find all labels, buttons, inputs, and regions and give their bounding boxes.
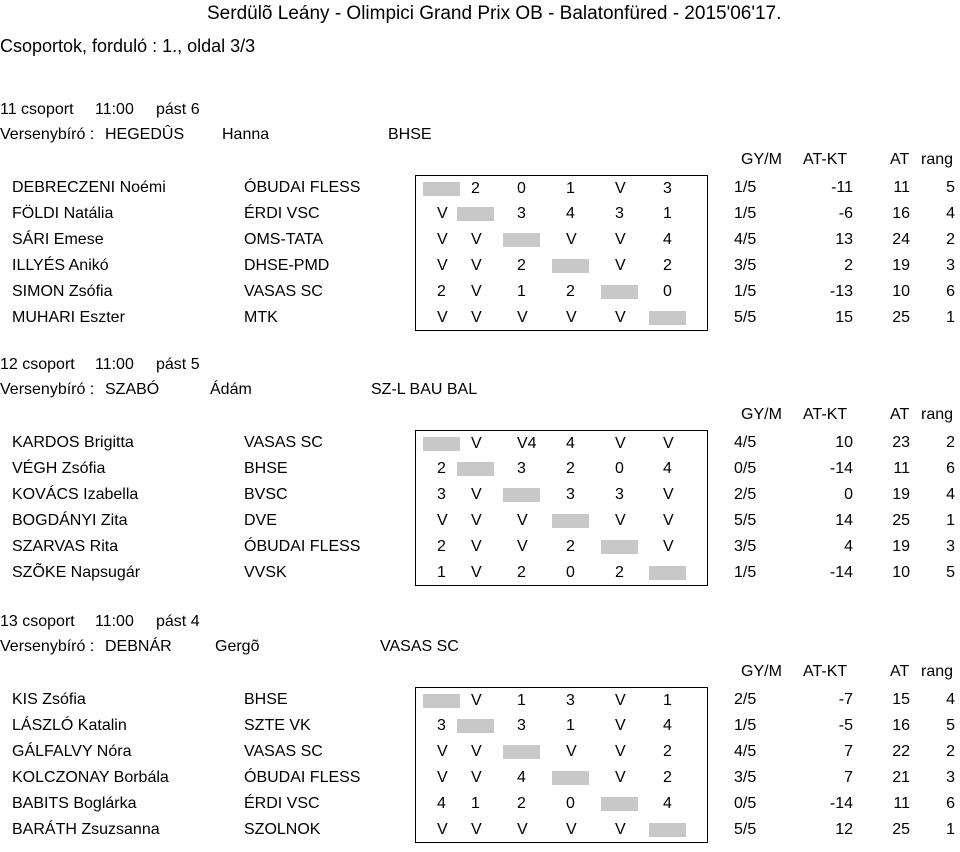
- referee-label: Versenybíró :: [0, 638, 95, 655]
- bout-result: 2: [437, 283, 446, 300]
- referee-first-name: Hanna: [222, 126, 270, 143]
- self-bout-cell: [503, 488, 540, 502]
- fencer-atkt: -13: [829, 283, 853, 300]
- bout-result: 0: [517, 180, 526, 197]
- fencer-name: MUHARI Eszter: [12, 309, 125, 326]
- bout-result: 3: [437, 717, 446, 734]
- bout-results: [415, 227, 708, 253]
- fencer-name: LÁSZLÓ Katalin: [12, 717, 127, 734]
- referee-club: BHSE: [388, 126, 432, 143]
- fencer-row: [0, 534, 960, 560]
- self-bout-cell: [503, 745, 540, 759]
- referee-label: Versenybíró :: [0, 381, 95, 398]
- bout-results: [415, 560, 708, 586]
- fencer-at: 25: [892, 512, 910, 529]
- fencer-atkt: -7: [838, 691, 853, 708]
- fencer-at: 24: [892, 231, 910, 248]
- bout-result: 1: [566, 717, 575, 734]
- bout-result: V: [471, 486, 482, 503]
- self-bout-cell: [457, 207, 494, 221]
- bout-results: [415, 508, 708, 534]
- bout-result: V: [566, 309, 577, 326]
- self-bout-cell: [649, 311, 686, 325]
- fencer-name: BOGDÁNYI Zita: [12, 512, 128, 529]
- self-bout-cell: [503, 233, 540, 247]
- fencer-club: DVE: [244, 512, 277, 529]
- fencer-rank: 3: [946, 257, 955, 274]
- fencer-name: SZARVAS Rita: [12, 538, 119, 555]
- self-bout-cell: [423, 694, 460, 708]
- fencer-rank: 6: [946, 795, 955, 812]
- bout-result: V: [615, 180, 626, 197]
- bout-results: [415, 817, 708, 843]
- bout-result: 0: [663, 283, 672, 300]
- fencer-at: 23: [892, 434, 910, 451]
- fencer-row: [0, 456, 960, 482]
- bout-results: [415, 430, 708, 456]
- bout-result: V: [615, 257, 626, 274]
- bout-result: V: [517, 821, 528, 838]
- fencer-rank: 6: [946, 460, 955, 477]
- fencer-at: 11: [893, 460, 910, 477]
- fencer-name: ILLYÉS Anikó: [12, 257, 109, 274]
- bout-result: V: [437, 821, 448, 838]
- bout-results: [415, 739, 708, 765]
- fencer-row: [0, 791, 960, 817]
- bout-result: 3: [615, 205, 624, 222]
- group-piste: pást 5: [156, 356, 200, 373]
- bout-result: 2: [663, 769, 672, 786]
- fencer-rank: 6: [946, 283, 955, 300]
- bout-results: [415, 713, 708, 739]
- fencer-atkt: 2: [844, 257, 853, 274]
- fencer-atkt: 7: [844, 769, 853, 786]
- fencer-atkt: -5: [838, 717, 853, 734]
- group-name: 13 csoport: [0, 613, 75, 630]
- fencer-rank: 2: [946, 743, 955, 760]
- column-header-atkt: AT-KT: [803, 406, 848, 423]
- fencer-rank: 4: [946, 691, 955, 708]
- bout-result: V: [615, 309, 626, 326]
- bout-result: V: [615, 717, 626, 734]
- fencer-atkt: -11: [831, 179, 853, 196]
- bout-results: [415, 175, 708, 201]
- bout-result: 1: [517, 283, 526, 300]
- bout-result: V: [471, 692, 482, 709]
- bout-result: 1: [566, 180, 575, 197]
- bout-result: V: [517, 512, 528, 529]
- bout-result: V: [615, 435, 626, 452]
- bout-result: 1: [663, 205, 672, 222]
- fencer-name: SZÕKE Napsugár: [12, 564, 141, 581]
- self-bout-cell: [649, 566, 686, 580]
- referee-label: Versenybíró :: [0, 126, 95, 143]
- fencer-gym: 5/5: [734, 821, 757, 838]
- bout-result: 2: [663, 257, 672, 274]
- fencer-gym: 3/5: [734, 538, 757, 555]
- fencer-at: 21: [892, 769, 910, 786]
- fencer-row: [0, 739, 960, 765]
- fencer-at: 19: [892, 486, 910, 503]
- bout-result: V: [615, 512, 626, 529]
- fencer-club: MTK: [244, 309, 278, 326]
- fencer-atkt: -6: [838, 205, 853, 222]
- fencer-name: FÖLDI Natália: [12, 205, 114, 222]
- fencer-at: 10: [892, 564, 910, 581]
- bout-result: 4: [663, 795, 672, 812]
- bout-results: [415, 253, 708, 279]
- self-bout-cell: [457, 462, 494, 476]
- fencer-club: DHSE-PMD: [244, 257, 330, 274]
- bout-result: 0: [615, 460, 624, 477]
- bout-result: V: [471, 231, 482, 248]
- bout-result: 3: [663, 180, 672, 197]
- fencer-club: OMS-TATA: [244, 231, 324, 248]
- column-header-rank: rang: [921, 406, 954, 423]
- bout-results: [415, 482, 708, 508]
- bout-result: V: [517, 538, 528, 555]
- fencer-gym: 1/5: [734, 205, 757, 222]
- referee-club: SZ-L BAU BAL: [371, 381, 478, 398]
- bout-result: V: [663, 512, 674, 529]
- fencer-gym: 1/5: [734, 283, 757, 300]
- bout-result: V: [437, 205, 448, 222]
- fencer-at: 22: [892, 743, 910, 760]
- fencer-row: [0, 508, 960, 534]
- page-subtitle: Csoportok, forduló : 1., oldal 3/3: [0, 36, 256, 56]
- group-time: 11:00: [95, 101, 134, 118]
- fencer-club: VASAS SC: [244, 434, 323, 451]
- bout-result: 1: [517, 692, 526, 709]
- fencer-name: BABITS Boglárka: [12, 795, 137, 812]
- fencer-at: 19: [892, 257, 910, 274]
- fencer-gym: 5/5: [734, 309, 757, 326]
- bout-result: 0: [566, 795, 575, 812]
- fencer-at: 11: [893, 795, 910, 812]
- bout-result: V: [471, 564, 482, 581]
- fencer-rank: 2: [946, 434, 955, 451]
- bout-results: [415, 201, 708, 227]
- fencer-name: SIMON Zsófia: [12, 283, 113, 300]
- pool-group: [0, 100, 960, 340]
- pool-group: [0, 612, 960, 852]
- bout-result: 2: [517, 257, 526, 274]
- fencer-rank: 1: [946, 309, 955, 326]
- bout-result: 3: [517, 460, 526, 477]
- pool-group: [0, 355, 960, 595]
- column-header-gym: GY/M: [741, 406, 782, 423]
- self-bout-cell: [601, 797, 638, 811]
- column-header-at: AT: [890, 151, 910, 168]
- referee-club: VASAS SC: [380, 638, 459, 655]
- bout-result: 3: [517, 205, 526, 222]
- column-header-gym: GY/M: [741, 663, 782, 680]
- fencer-rank: 1: [946, 512, 955, 529]
- bout-result: V: [566, 743, 577, 760]
- referee-last-name: DEBNÁR: [105, 638, 172, 655]
- column-header-atkt: AT-KT: [803, 151, 848, 168]
- fencer-gym: 3/5: [734, 769, 757, 786]
- bout-result: V: [471, 769, 482, 786]
- column-header-at: AT: [890, 663, 910, 680]
- fencer-row: [0, 227, 960, 253]
- fencer-row: [0, 560, 960, 586]
- fencer-club: ÉRDI VSC: [244, 205, 320, 222]
- bout-result: 2: [566, 460, 575, 477]
- group-time: 11:00: [95, 356, 134, 373]
- fencer-atkt: 15: [835, 309, 853, 326]
- fencer-atkt: 12: [835, 821, 853, 838]
- group-time: 11:00: [95, 613, 134, 630]
- fencer-at: 25: [892, 309, 910, 326]
- fencer-rank: 3: [946, 769, 955, 786]
- fencer-name: BARÁTH Zsuzsanna: [12, 821, 160, 838]
- bout-result: V: [471, 283, 482, 300]
- bout-result: V: [437, 257, 448, 274]
- bout-result: V: [663, 538, 674, 555]
- self-bout-cell: [601, 540, 638, 554]
- bout-result: V: [566, 231, 577, 248]
- self-bout-cell: [423, 182, 460, 196]
- bout-result: 4: [663, 717, 672, 734]
- bout-result: 3: [517, 717, 526, 734]
- fencer-gym: 2/5: [734, 691, 757, 708]
- self-bout-cell: [552, 514, 589, 528]
- fencer-rank: 5: [946, 179, 955, 196]
- fencer-name: VÉGH Zsófia: [12, 460, 106, 477]
- bout-result: 1: [471, 795, 480, 812]
- fencer-club: VVSK: [244, 564, 287, 581]
- fencer-name: SÁRI Emese: [12, 231, 104, 248]
- fencer-rank: 5: [946, 717, 955, 734]
- bout-result: V: [437, 231, 448, 248]
- fencer-row: [0, 201, 960, 227]
- fencer-atkt: 4: [844, 538, 853, 555]
- fencer-row: [0, 817, 960, 843]
- fencer-gym: 0/5: [734, 795, 757, 812]
- bout-result: V: [437, 769, 448, 786]
- fencer-at: 16: [892, 205, 910, 222]
- bout-result: 4: [566, 435, 575, 452]
- column-header-at: AT: [890, 406, 910, 423]
- fencer-name: KIS Zsófia: [12, 691, 86, 708]
- fencer-gym: 0/5: [734, 460, 757, 477]
- fencer-gym: 5/5: [734, 512, 757, 529]
- bout-result: V: [437, 309, 448, 326]
- bout-results: [415, 687, 708, 713]
- group-piste: pást 6: [156, 101, 200, 118]
- bout-result: 2: [517, 795, 526, 812]
- fencer-club: SZTE VK: [244, 717, 311, 734]
- fencer-club: SZOLNOK: [244, 821, 321, 838]
- bout-result: 2: [437, 538, 446, 555]
- fencer-rank: 1: [946, 821, 955, 838]
- self-bout-cell: [423, 437, 460, 451]
- fencer-row: [0, 175, 960, 201]
- bout-results: [415, 279, 708, 305]
- fencer-at: 15: [892, 691, 910, 708]
- fencer-name: KOLCZONAY Borbála: [12, 769, 169, 786]
- fencer-rank: 4: [946, 486, 955, 503]
- fencer-gym: 1/5: [734, 564, 757, 581]
- fencer-atkt: 14: [835, 512, 853, 529]
- referee-first-name: Ádám: [210, 381, 252, 398]
- bout-result: V: [663, 486, 674, 503]
- page-title: Serdülõ Leány - Olimpici Grand Prix OB - Balatonfüred - 2015'06'17.: [207, 3, 782, 24]
- self-bout-cell: [552, 259, 589, 273]
- bout-result: 4: [663, 231, 672, 248]
- fencer-row: [0, 687, 960, 713]
- fencer-atkt: 13: [835, 231, 853, 248]
- fencer-name: DEBRECZENI Noémi: [12, 179, 166, 196]
- fencer-rank: 4: [946, 205, 955, 222]
- bout-result: 2: [517, 564, 526, 581]
- bout-result: V: [437, 743, 448, 760]
- fencer-at: 19: [892, 538, 910, 555]
- fencer-gym: 4/5: [734, 434, 757, 451]
- fencer-gym: 1/5: [734, 717, 757, 734]
- fencer-club: BHSE: [244, 460, 288, 477]
- fencer-gym: 4/5: [734, 743, 757, 760]
- bout-result: V: [615, 769, 626, 786]
- bout-result: V4: [517, 435, 537, 452]
- fencer-name: KOVÁCS Izabella: [12, 486, 139, 503]
- fencer-atkt: 0: [844, 486, 853, 503]
- bout-results: [415, 534, 708, 560]
- bout-result: V: [471, 512, 482, 529]
- bout-result: 4: [663, 460, 672, 477]
- fencer-row: [0, 279, 960, 305]
- bout-result: 3: [615, 486, 624, 503]
- bout-results: [415, 305, 708, 331]
- column-header-atkt: AT-KT: [803, 663, 848, 680]
- bout-result: 2: [566, 538, 575, 555]
- fencer-atkt: -14: [829, 460, 853, 477]
- fencer-row: [0, 765, 960, 791]
- fencer-atkt: -14: [829, 564, 853, 581]
- bout-result: 3: [437, 486, 446, 503]
- fencer-row: [0, 253, 960, 279]
- fencer-gym: 4/5: [734, 231, 757, 248]
- column-header-gym: GY/M: [741, 151, 782, 168]
- self-bout-cell: [552, 771, 589, 785]
- fencer-atkt: 7: [844, 743, 853, 760]
- fencer-name: GÁLFALVY Nóra: [12, 743, 132, 760]
- bout-result: 2: [663, 743, 672, 760]
- bout-result: 4: [566, 205, 575, 222]
- fencer-club: ÓBUDAI FLESS: [244, 769, 361, 786]
- fencer-gym: 1/5: [734, 179, 757, 196]
- column-header-rank: rang: [921, 663, 954, 680]
- group-piste: pást 4: [156, 613, 200, 630]
- fencer-atkt: 10: [835, 434, 853, 451]
- referee-last-name: HEGEDÛS: [105, 126, 185, 143]
- fencer-gym: 2/5: [734, 486, 757, 503]
- bout-result: V: [471, 309, 482, 326]
- bout-results: [415, 765, 708, 791]
- referee-last-name: SZABÓ: [105, 381, 160, 398]
- bout-result: 2: [471, 180, 480, 197]
- bout-result: 4: [437, 795, 446, 812]
- bout-result: V: [517, 309, 528, 326]
- bout-result: 2: [566, 283, 575, 300]
- bout-result: V: [615, 231, 626, 248]
- fencer-row: [0, 430, 960, 456]
- fencer-club: ÓBUDAI FLESS: [244, 179, 361, 196]
- bout-result: V: [471, 257, 482, 274]
- column-header-rank: rang: [921, 151, 954, 168]
- fencer-at: 11: [893, 179, 910, 196]
- fencer-at: 16: [892, 717, 910, 734]
- fencer-atkt: -14: [829, 795, 853, 812]
- fencer-rank: 2: [946, 231, 955, 248]
- fencer-rank: 3: [946, 538, 955, 555]
- bout-result: 1: [437, 564, 446, 581]
- fencer-row: [0, 713, 960, 739]
- self-bout-cell: [601, 285, 638, 299]
- fencer-row: [0, 482, 960, 508]
- self-bout-cell: [649, 823, 686, 837]
- fencer-club: ÉRDI VSC: [244, 795, 320, 812]
- self-bout-cell: [457, 719, 494, 733]
- fencer-club: BVSC: [244, 486, 288, 503]
- bout-results: [415, 456, 708, 482]
- fencer-club: VASAS SC: [244, 743, 323, 760]
- bout-result: 1: [663, 692, 672, 709]
- bout-result: 3: [566, 486, 575, 503]
- bout-result: 0: [566, 564, 575, 581]
- bout-result: V: [615, 692, 626, 709]
- bout-result: V: [471, 821, 482, 838]
- bout-result: V: [615, 821, 626, 838]
- bout-result: V: [471, 743, 482, 760]
- fencer-at: 25: [892, 821, 910, 838]
- fencer-club: ÓBUDAI FLESS: [244, 538, 361, 555]
- fencer-row: [0, 305, 960, 331]
- bout-result: 2: [437, 460, 446, 477]
- fencer-gym: 3/5: [734, 257, 757, 274]
- bout-results: [415, 791, 708, 817]
- bout-result: V: [471, 538, 482, 555]
- bout-result: V: [663, 435, 674, 452]
- bout-result: 2: [615, 564, 624, 581]
- bout-result: 4: [517, 769, 526, 786]
- bout-result: V: [615, 743, 626, 760]
- referee-first-name: Gergõ: [215, 638, 260, 655]
- fencer-club: BHSE: [244, 691, 288, 708]
- fencer-name: KARDOS Brigitta: [12, 434, 134, 451]
- fencer-club: VASAS SC: [244, 283, 323, 300]
- group-name: 11 csoport: [0, 101, 74, 118]
- group-name: 12 csoport: [0, 356, 75, 373]
- bout-result: 3: [566, 692, 575, 709]
- fencer-rank: 5: [946, 564, 955, 581]
- bout-result: V: [471, 435, 482, 452]
- bout-result: V: [566, 821, 577, 838]
- bout-result: V: [437, 512, 448, 529]
- fencer-at: 10: [892, 283, 910, 300]
